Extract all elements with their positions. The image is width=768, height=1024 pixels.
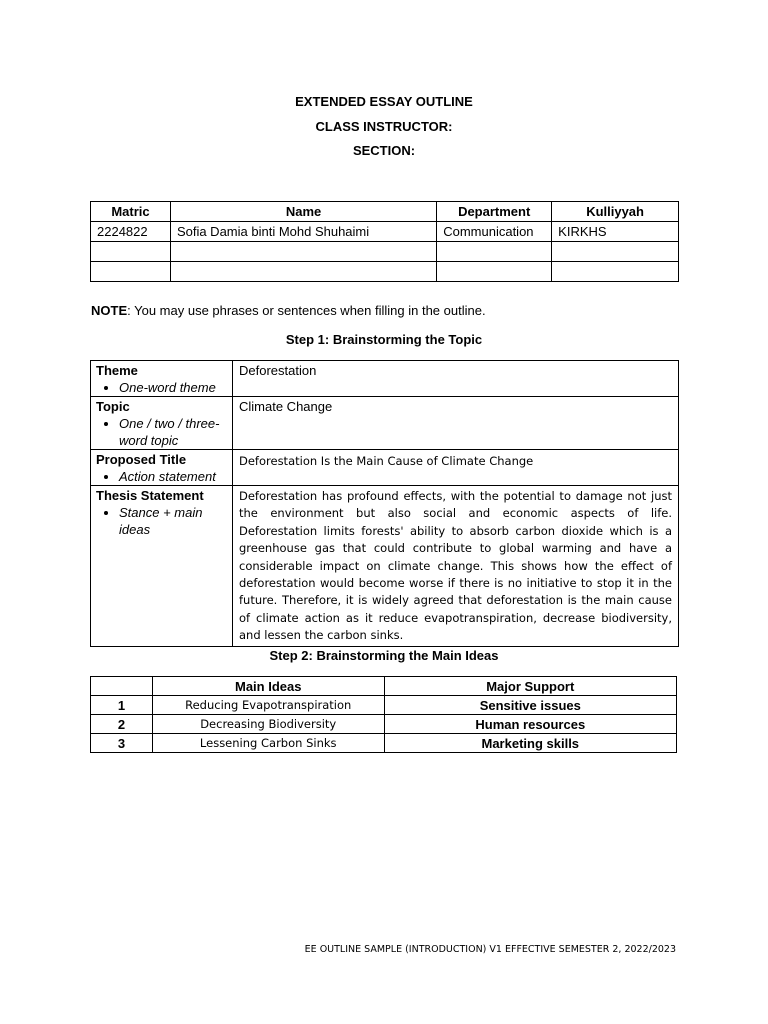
column-header-matric: Matric — [91, 202, 171, 222]
row-label: Proposed Title — [96, 452, 187, 467]
note-body: : You may use phrases or sentences when filling in the outline. — [127, 303, 486, 318]
name-cell — [170, 242, 436, 262]
row-hint: • Action statement — [119, 468, 227, 485]
column-header-kulliyyah: Kulliyyah — [552, 202, 679, 222]
row-hint: • One / two / three-word topic — [119, 415, 227, 449]
kulliyyah-cell — [552, 262, 679, 282]
table-row — [91, 450, 679, 486]
table-row — [91, 397, 679, 450]
topic-label-cell — [91, 397, 233, 450]
table-row — [91, 222, 679, 242]
department-cell: Communication — [437, 222, 552, 242]
class-instructor-label: CLASS INSTRUCTOR: — [315, 119, 453, 134]
document-title: EXTENDED ESSAY OUTLINE — [295, 94, 473, 109]
row-label: Thesis Statement — [96, 488, 204, 503]
row-value: Deforestation Is the Main Cause of Climate Change — [239, 454, 534, 468]
page-footer: EE OUTLINE SAMPLE (INTRODUCTION) V1 EFFECTIVE SEMESTER 2, 2022/2023 — [304, 944, 676, 955]
column-header-main-ideas: Main Ideas — [152, 677, 384, 696]
table-row — [91, 734, 677, 753]
department-cell — [437, 242, 552, 262]
main-idea-cell: Decreasing Biodiversity — [152, 715, 384, 734]
row-number: 2 — [91, 715, 153, 734]
thesis-label-cell — [91, 486, 233, 647]
table-row — [91, 361, 679, 397]
matric-cell: 2224822 — [91, 222, 171, 242]
thesis-value-cell — [233, 486, 679, 647]
note-label: NOTE — [91, 303, 128, 318]
column-header-department: Department — [437, 202, 552, 222]
kulliyyah-cell — [552, 242, 679, 262]
major-support-cell: Sensitive issues — [384, 696, 676, 715]
student-info-table — [90, 201, 679, 282]
column-header-major-support: Major Support — [384, 677, 676, 696]
table-row — [91, 242, 679, 262]
table-row — [91, 262, 679, 282]
row-hint: • One-word theme — [119, 379, 227, 396]
section-label: SECTION: — [352, 143, 416, 158]
theme-label-cell — [91, 361, 233, 397]
note-text — [91, 303, 486, 318]
main-idea-cell: Reducing Evapotranspiration — [152, 696, 384, 715]
row-number: 3 — [91, 734, 153, 753]
thesis-statement-text: Deforestation has profound effects, with the potential to damage not just the environment but also social and economic aspects of life. Deforestation limits forests' ability to absorb carbon dioxide which is a greenhouse gas that could contribute to global warming and have a considerable impact on climate change. This shows how the effect of deforestation would become worse if there is no initiative to stop it in the future. Therefore, it is widely agreed that deforestation is the main cause of climate action as it reduce evapotranspiration, decrease biodiversity, and lessen the carbon sinks. — [239, 489, 672, 643]
topic-value-cell — [233, 397, 679, 450]
table-row — [91, 696, 677, 715]
department-cell — [437, 262, 552, 282]
matric-cell — [91, 242, 171, 262]
step2-table — [90, 676, 677, 753]
main-idea-cell: Lessening Carbon Sinks — [152, 734, 384, 753]
row-label: Theme — [96, 363, 138, 378]
kulliyyah-cell: KIRKHS — [552, 222, 679, 242]
proposed-title-label-cell — [91, 450, 233, 486]
matric-cell — [91, 262, 171, 282]
major-support-cell: Marketing skills — [384, 734, 676, 753]
theme-value-cell — [233, 361, 679, 397]
column-header-name: Name — [170, 202, 436, 222]
row-hint: • Stance + main ideas — [119, 504, 227, 538]
table-header-row — [91, 677, 677, 696]
table-row — [91, 715, 677, 734]
table-row — [91, 486, 679, 647]
name-cell — [170, 262, 436, 282]
row-number: 1 — [91, 696, 153, 715]
row-label: Topic — [96, 399, 130, 414]
step1-title: Step 1: Brainstorming the Topic — [285, 332, 483, 347]
proposed-title-value-cell — [233, 450, 679, 486]
row-value: Deforestation — [239, 363, 317, 378]
step1-table — [90, 360, 679, 647]
name-cell: Sofia Damia binti Mohd Shuhaimi — [170, 222, 436, 242]
step2-title: Step 2: Brainstorming the Main Ideas — [269, 648, 499, 663]
row-value: Climate Change — [239, 399, 333, 414]
major-support-cell: Human resources — [384, 715, 676, 734]
table-header-row — [91, 202, 679, 222]
column-header-number — [91, 677, 153, 696]
